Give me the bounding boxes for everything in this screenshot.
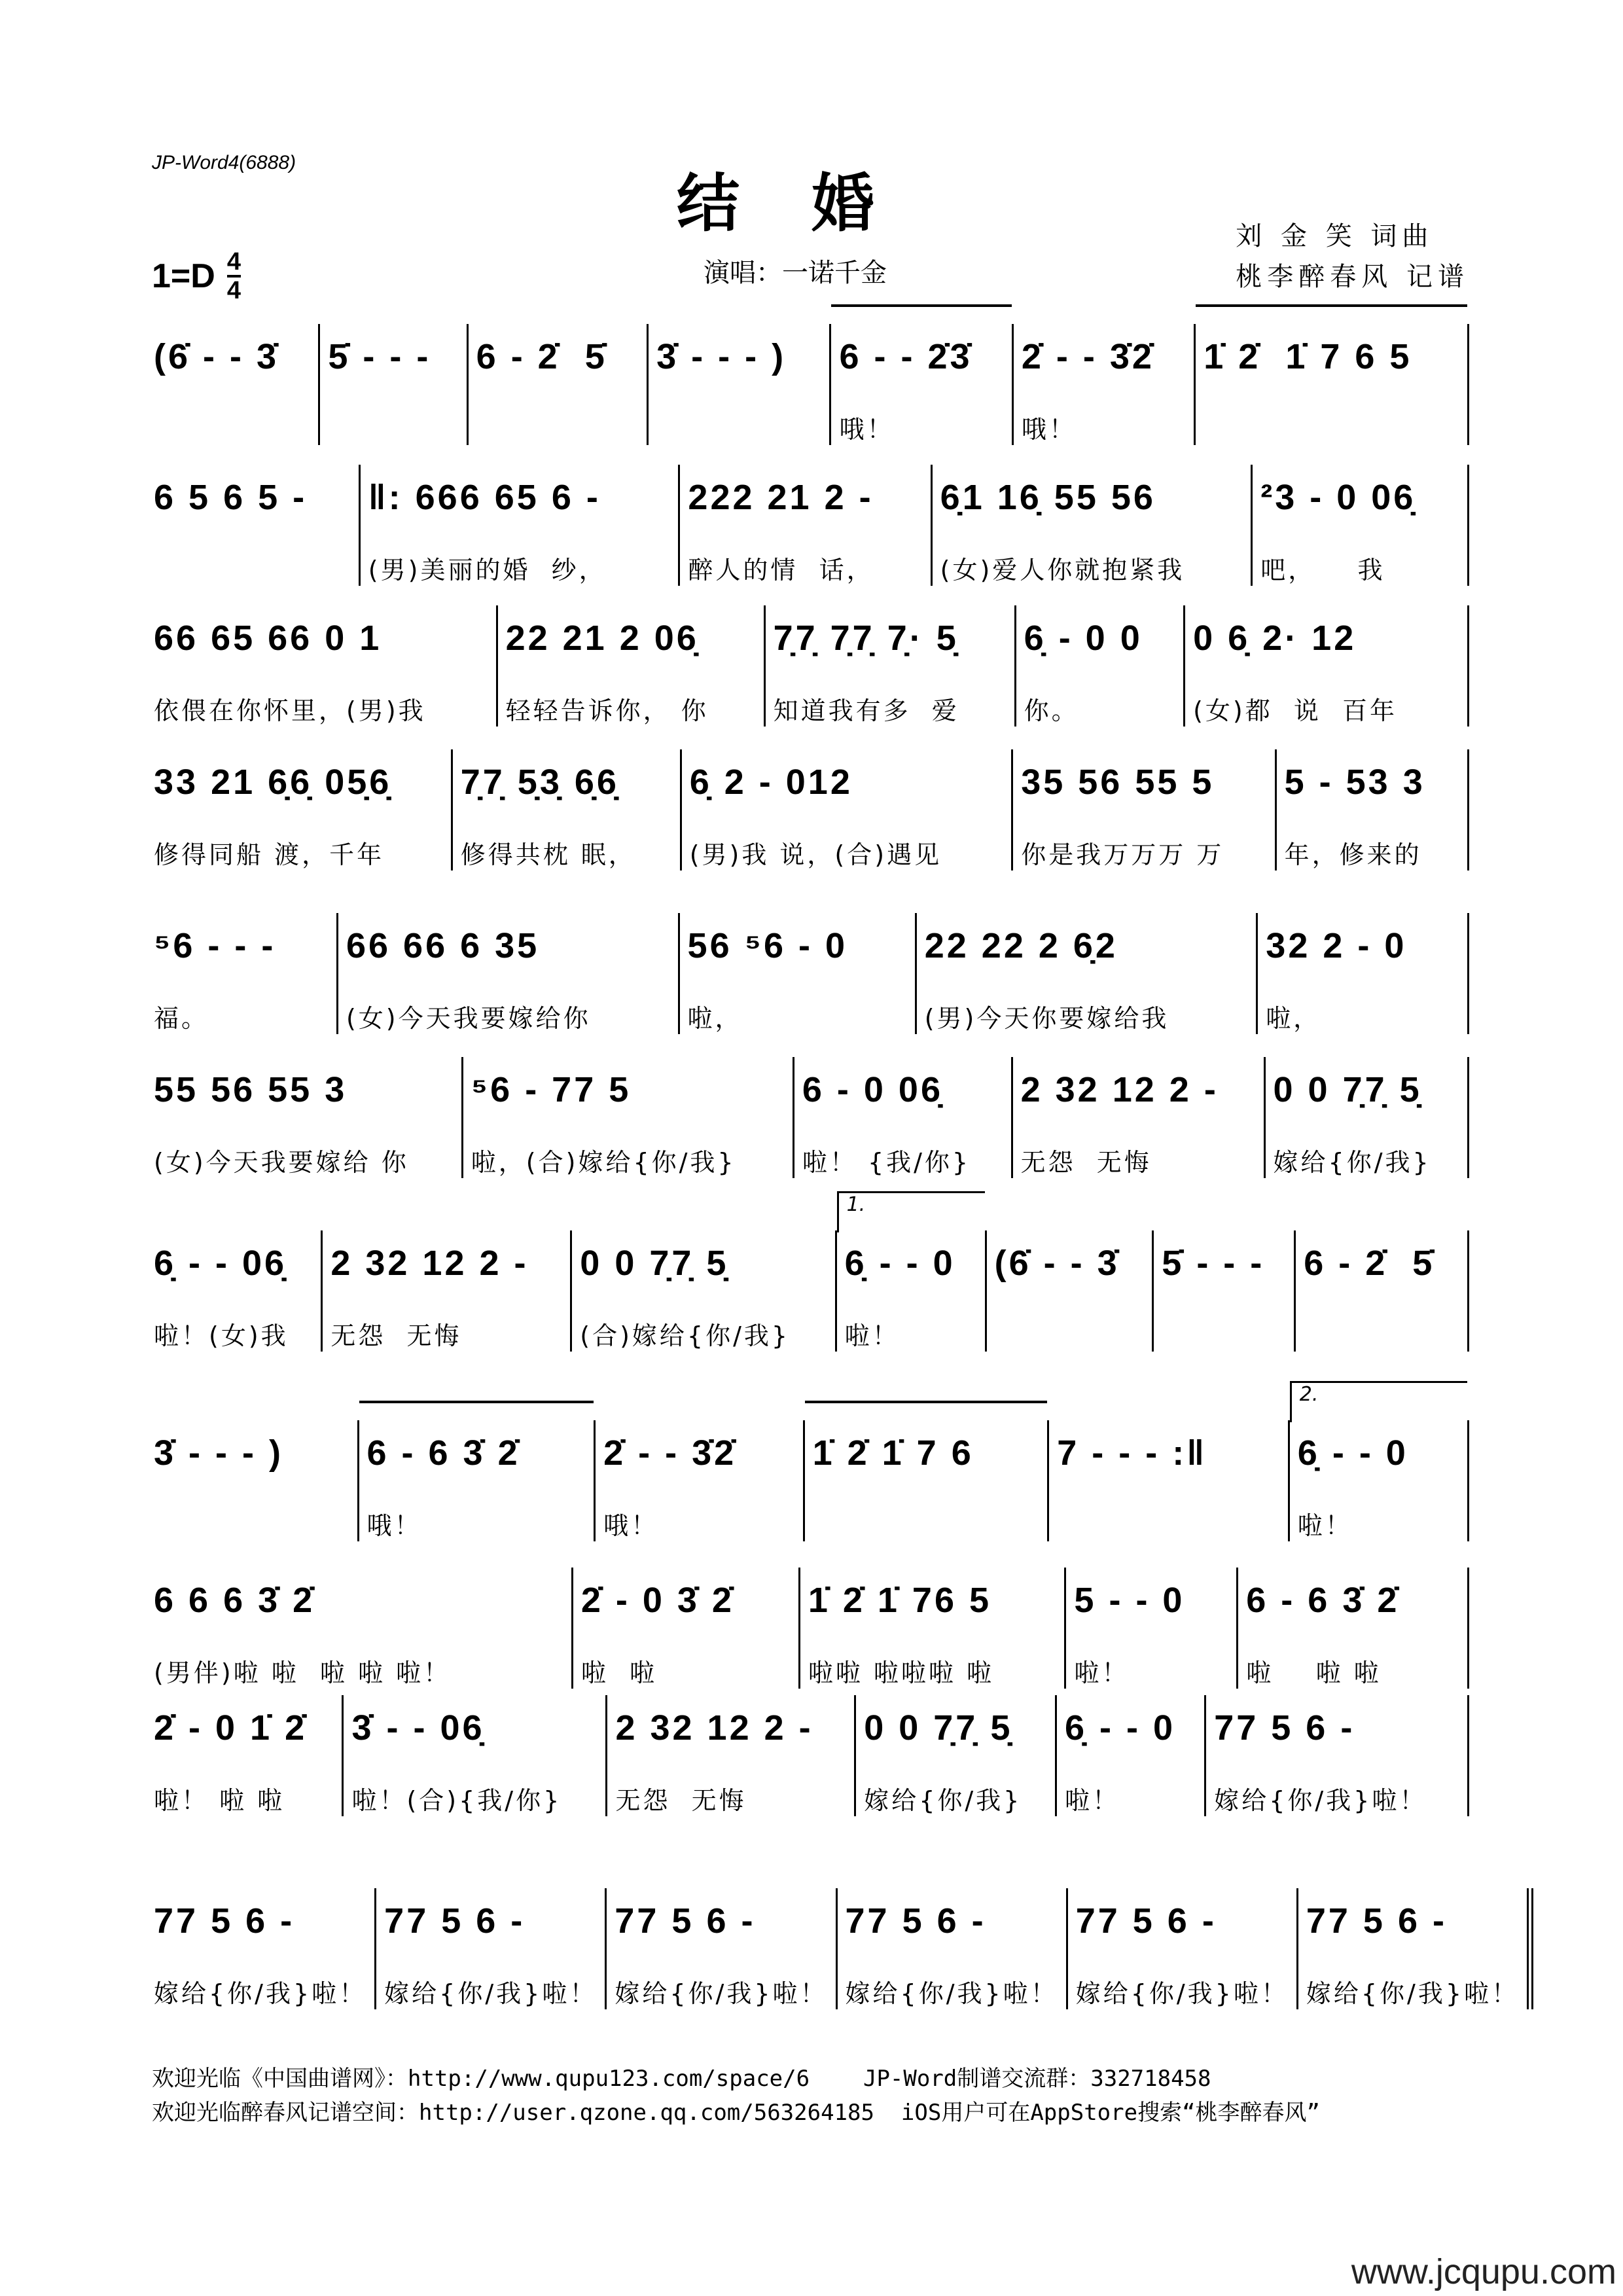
measure xyxy=(453,749,682,870)
lyric: 啦！ xyxy=(1074,1659,1130,1687)
lyric: 啦！ xyxy=(844,1321,900,1350)
notes: 5̇ - - - xyxy=(328,337,431,376)
notes: 2̇ - - 3̇2̇ xyxy=(603,1433,737,1473)
notes: 6̣1 16̣ 55 56 xyxy=(940,478,1156,517)
notes: 2 32 12 2 - xyxy=(330,1244,529,1283)
notes: 56 ⁵6 - 0 xyxy=(687,926,848,965)
lyric: 嫁给{你/我} xyxy=(1273,1148,1431,1177)
measure xyxy=(680,913,917,1034)
measure xyxy=(1057,1695,1206,1816)
song-title: 结婚 xyxy=(677,166,946,240)
measure xyxy=(1298,1888,1533,2009)
notes: 6̣ - 0 0 xyxy=(1024,619,1143,658)
measure xyxy=(154,913,338,1034)
lyric: 年，修来的 xyxy=(1284,840,1422,869)
notes: 22 22 2 6̣2 xyxy=(924,926,1118,965)
notes: ⁵6 - - - xyxy=(154,926,276,965)
notes: 0 6̣ 2· 12 xyxy=(1193,619,1357,658)
notes: 6̣ - - 0 xyxy=(1064,1708,1176,1748)
measure xyxy=(338,913,680,1034)
footer-line-2: 欢迎光临醉春风记谱空间：http://user.qzone.qq.com/563264185 iOS用户可在AppStore搜索“桃李醉春风” xyxy=(152,2100,1321,2126)
measure xyxy=(831,324,1013,445)
lyric: 啦 啦 啦 xyxy=(1246,1659,1382,1687)
volta-bracket: 1. xyxy=(837,1191,985,1232)
transcriber: 桃李醉春风 记谱 xyxy=(1236,262,1469,292)
notes: 3̇ - - 06̣ xyxy=(351,1708,485,1748)
lyric: 啦！(女)我 xyxy=(154,1321,289,1350)
notes: 0 0 7̣7̣ 5̣ xyxy=(1273,1070,1422,1109)
measure xyxy=(649,324,831,445)
footer xyxy=(152,2062,1320,2130)
measure xyxy=(1253,465,1469,586)
measure xyxy=(154,465,361,586)
lyric: (男)我 说，(合)遇见 xyxy=(689,840,942,869)
measure xyxy=(573,1568,800,1689)
score-row xyxy=(154,1057,1469,1178)
score-row xyxy=(154,1568,1469,1689)
score-row xyxy=(154,1193,1469,1352)
score-row xyxy=(154,913,1469,1034)
slur xyxy=(805,1401,1048,1423)
lyric: 啦，(合)嫁给{你/我} xyxy=(471,1148,736,1177)
lyric: (合)嫁给{你/我} xyxy=(580,1321,791,1350)
measure xyxy=(837,1193,987,1352)
software-label: JP-Word4(6888) xyxy=(152,152,296,173)
lyric: 啦！ xyxy=(1064,1786,1120,1815)
singer-credit: 演唱：一诺千金 xyxy=(704,258,887,288)
notes: 7̣7̣ 5̣3̣ 6̣6̣ xyxy=(460,762,619,802)
measure xyxy=(987,1230,1154,1352)
notes: 6 5 6 5 - xyxy=(154,478,308,517)
notes: 1̇ 2̇ 1̇ 7 6 5 xyxy=(1204,337,1412,376)
notes: 77 5 6 - xyxy=(1214,1708,1355,1748)
notes: 2 32 12 2 - xyxy=(1020,1070,1219,1109)
lyric: 吧， 我 xyxy=(1260,556,1385,584)
measure xyxy=(359,1420,596,1541)
volta-bracket: 2. xyxy=(1290,1381,1467,1422)
measure xyxy=(607,1695,856,1816)
notes: 77 5 6 - xyxy=(845,1901,986,1941)
lyric: 轻轻告诉你， 你 xyxy=(505,696,709,725)
measure xyxy=(572,1230,836,1352)
notes: 7̣7̣ 7̣7̣ 7̣· 5̣ xyxy=(773,619,959,658)
lyric: 啦！ xyxy=(1297,1511,1353,1540)
notes: 6̣ 2 - 012 xyxy=(689,762,853,802)
score-row xyxy=(154,465,1469,586)
measure xyxy=(766,605,1016,726)
measure xyxy=(1277,749,1469,870)
measure xyxy=(856,1695,1057,1816)
measure xyxy=(1013,1057,1266,1178)
lyric: 嫁给{你/我}啦！ xyxy=(845,1979,1058,2008)
measure xyxy=(154,1695,344,1816)
lyric: 无怨 无悔 xyxy=(615,1786,747,1815)
notes: 6 - 2̇ 5̇ xyxy=(476,337,607,376)
measure xyxy=(1154,1230,1296,1352)
score-row xyxy=(154,749,1469,870)
lyric: 依偎在你怀里，(男)我 xyxy=(154,696,426,725)
score-row xyxy=(154,1695,1469,1816)
lyric: 无怨 无悔 xyxy=(1020,1148,1152,1177)
notes: 7 - - - :‖ xyxy=(1057,1433,1207,1473)
measure xyxy=(154,1888,376,2009)
notes: 5 - - 0 xyxy=(1074,1581,1185,1620)
measure xyxy=(917,913,1258,1034)
measure xyxy=(805,1420,1050,1541)
notes: 6̣ - - 06̣ xyxy=(154,1244,287,1283)
footer-line-1: 欢迎光临《中国曲谱网》：http://www.qupu123.com/space/6 JP-Word制谱交流群：332718458 xyxy=(152,2066,1211,2092)
lyric: 啦！ {我/你} xyxy=(802,1148,971,1177)
measure xyxy=(154,324,320,445)
notes: ⁵6 - 77 5 xyxy=(471,1070,632,1109)
lyric: 你。 xyxy=(1024,696,1079,725)
notes: ‖: 666 65 6 - xyxy=(368,478,601,517)
watermark: www.jcqupu.com xyxy=(1351,2252,1616,2291)
notes: 6 - 0 06̣ xyxy=(802,1070,943,1109)
measure xyxy=(154,1057,463,1178)
lyric: 嫁给{你/我}啦！ xyxy=(1075,1979,1289,2008)
notes: 35 56 55 5 xyxy=(1021,762,1215,802)
notes: 5 - 53 3 xyxy=(1284,762,1425,802)
notes: 2̇ - 0 1̇ 2̇ xyxy=(154,1708,308,1748)
measure xyxy=(1238,1568,1469,1689)
lyric: 嫁给{你/我} xyxy=(864,1786,1022,1815)
notes: 66 66 6 35 xyxy=(346,926,540,965)
lyric: (男伴)啦 啦 啦 啦 啦！ xyxy=(154,1659,452,1687)
lyric: 啦， xyxy=(1266,1004,1321,1033)
notes: 77 5 6 - xyxy=(615,1901,756,1941)
lyric: 嫁给{你/我}啦！ xyxy=(1214,1786,1427,1815)
lyric: 福。 xyxy=(154,1004,209,1033)
measure xyxy=(1014,324,1196,445)
measure xyxy=(1185,605,1469,726)
measure xyxy=(682,749,1013,870)
measure xyxy=(933,465,1253,586)
measure xyxy=(1206,1695,1469,1816)
notes: ²3 - 0 06̣ xyxy=(1260,478,1416,517)
notes: 6 - 6 3̇ 2̇ xyxy=(1246,1581,1400,1620)
measure xyxy=(1258,913,1469,1034)
notes: (6̇ - - 3̇ xyxy=(994,1244,1120,1283)
measure xyxy=(596,1420,804,1541)
slur xyxy=(831,304,1011,327)
notes: 66 65 66 0 1 xyxy=(154,619,382,658)
lyric: (男)美丽的婚 纱， xyxy=(368,556,607,584)
credits xyxy=(1236,216,1469,297)
lyric: 啦啦 啦啦啦 啦 xyxy=(808,1659,994,1687)
measure xyxy=(680,465,932,586)
measure xyxy=(376,1888,607,2009)
measure xyxy=(154,605,498,726)
time-signature xyxy=(227,249,241,304)
measure xyxy=(1013,749,1276,870)
notes: 22 21 2 06̣ xyxy=(505,619,699,658)
time-sig-bottom: 4 xyxy=(226,277,241,304)
measure xyxy=(1266,1057,1469,1178)
lyric: 你是我万万万 万 xyxy=(1021,840,1224,869)
lyric: (男)今天你要嫁给我 xyxy=(924,1004,1169,1033)
notes: 55 56 55 3 xyxy=(154,1070,348,1109)
slur xyxy=(359,1401,594,1423)
measure xyxy=(794,1057,1013,1178)
lyric: 知道我有多 爱 xyxy=(773,696,959,725)
measure xyxy=(154,1230,323,1352)
measure xyxy=(607,1888,837,2009)
lyric: 无怨 无悔 xyxy=(330,1321,462,1350)
lyric: 修得同船 渡，千年 xyxy=(154,840,385,869)
lyric: 啦， xyxy=(687,1004,743,1033)
notes: 77 5 6 - xyxy=(154,1901,295,1941)
notes: 6 - 2̇ 5̇ xyxy=(1304,1244,1435,1283)
lyric: 哦！ xyxy=(603,1511,659,1540)
lyric: 哦！ xyxy=(366,1511,422,1540)
notes: 77 5 6 - xyxy=(1306,1901,1447,1941)
measure xyxy=(1066,1568,1238,1689)
lyric: 哦！ xyxy=(839,415,895,444)
lyric: 嫁给{你/我}啦！ xyxy=(154,1979,367,2008)
key-signature xyxy=(152,249,241,304)
measure xyxy=(498,605,766,726)
measure xyxy=(1196,324,1469,445)
lyric: 嫁给{你/我}啦！ xyxy=(384,1979,597,2008)
measure xyxy=(1049,1420,1290,1541)
measure xyxy=(154,1568,573,1689)
lyric: (女)爱人你就抱紧我 xyxy=(940,556,1185,584)
score-row xyxy=(154,1888,1520,2009)
notes: 1̇ 2̇ 1̇ 76 5 xyxy=(808,1581,992,1620)
lyric: 哦！ xyxy=(1021,415,1077,444)
measure xyxy=(1296,1230,1469,1352)
lyric: (女)今天我要嫁给你 xyxy=(346,1004,591,1033)
notes: 33 21 6̣6̣ 05̣6̣ xyxy=(154,762,392,802)
notes: 6 - - 2̇3̇ xyxy=(839,337,972,376)
lyric: 啦！ 啦 啦 xyxy=(154,1786,285,1815)
measure xyxy=(344,1695,607,1816)
measure xyxy=(154,749,453,870)
notes: 2̇ - - 3̇2̇ xyxy=(1021,337,1154,376)
measure xyxy=(1016,605,1185,726)
notes: 222 21 2 - xyxy=(688,478,874,517)
notes: 2̇ - 0 3̇ 2̇ xyxy=(580,1581,734,1620)
notes: 6̣ - - 0 xyxy=(1297,1433,1408,1473)
lyric: 啦！(合){我/你} xyxy=(351,1786,562,1815)
measure xyxy=(469,324,649,445)
score-row xyxy=(154,1383,1469,1541)
notes: 6̣ - - 0 xyxy=(844,1244,955,1283)
measure xyxy=(1290,1383,1469,1541)
notes: 2 32 12 2 - xyxy=(615,1708,813,1748)
lyric: 啦 啦 xyxy=(580,1659,657,1687)
score-row xyxy=(154,324,1469,445)
notes: 0 0 7̣7̣ 5̣ xyxy=(580,1244,729,1283)
notes: 6 6 6 3̇ 2̇ xyxy=(154,1581,315,1620)
key-label: 1=D xyxy=(152,257,215,295)
notes: 1̇ 2̇ 1̇ 7 6 xyxy=(812,1433,974,1473)
notes: 77 5 6 - xyxy=(1075,1901,1217,1941)
notes: 3̇ - - - ) xyxy=(154,1433,283,1473)
lyric: 修得共枕 眠， xyxy=(460,840,636,869)
lyric: (女)今天我要嫁给 你 xyxy=(154,1148,409,1177)
measure xyxy=(1068,1888,1298,2009)
notes: 0 0 7̣7̣ 5̣ xyxy=(864,1708,1013,1748)
lyricist-composer: 刘 金 笑 词曲 xyxy=(1236,221,1434,251)
lyric: 嫁给{你/我}啦！ xyxy=(1306,1979,1520,2008)
notes: 77 5 6 - xyxy=(384,1901,526,1941)
notes: (6̇ - - 3̇ xyxy=(154,337,279,376)
measure xyxy=(463,1057,794,1178)
lyric: 嫁给{你/我}啦！ xyxy=(615,1979,828,2008)
measure xyxy=(320,324,468,445)
score-row xyxy=(154,605,1469,726)
lyric: (女)都 说 百年 xyxy=(1193,696,1398,725)
notes: 6 - 6 3̇ 2̇ xyxy=(366,1433,520,1473)
measure xyxy=(361,465,681,586)
lyric: 醉人的情 话， xyxy=(688,556,874,584)
measure xyxy=(154,1420,359,1541)
notes: 3̇ - - - ) xyxy=(656,337,787,376)
measure xyxy=(838,1888,1068,2009)
slur xyxy=(1196,304,1467,327)
notes: 32 2 - 0 xyxy=(1266,926,1407,965)
notes: 5̇ - - - xyxy=(1162,1244,1265,1283)
measure xyxy=(800,1568,1067,1689)
measure xyxy=(323,1230,572,1352)
time-sig-top: 4 xyxy=(227,249,241,278)
